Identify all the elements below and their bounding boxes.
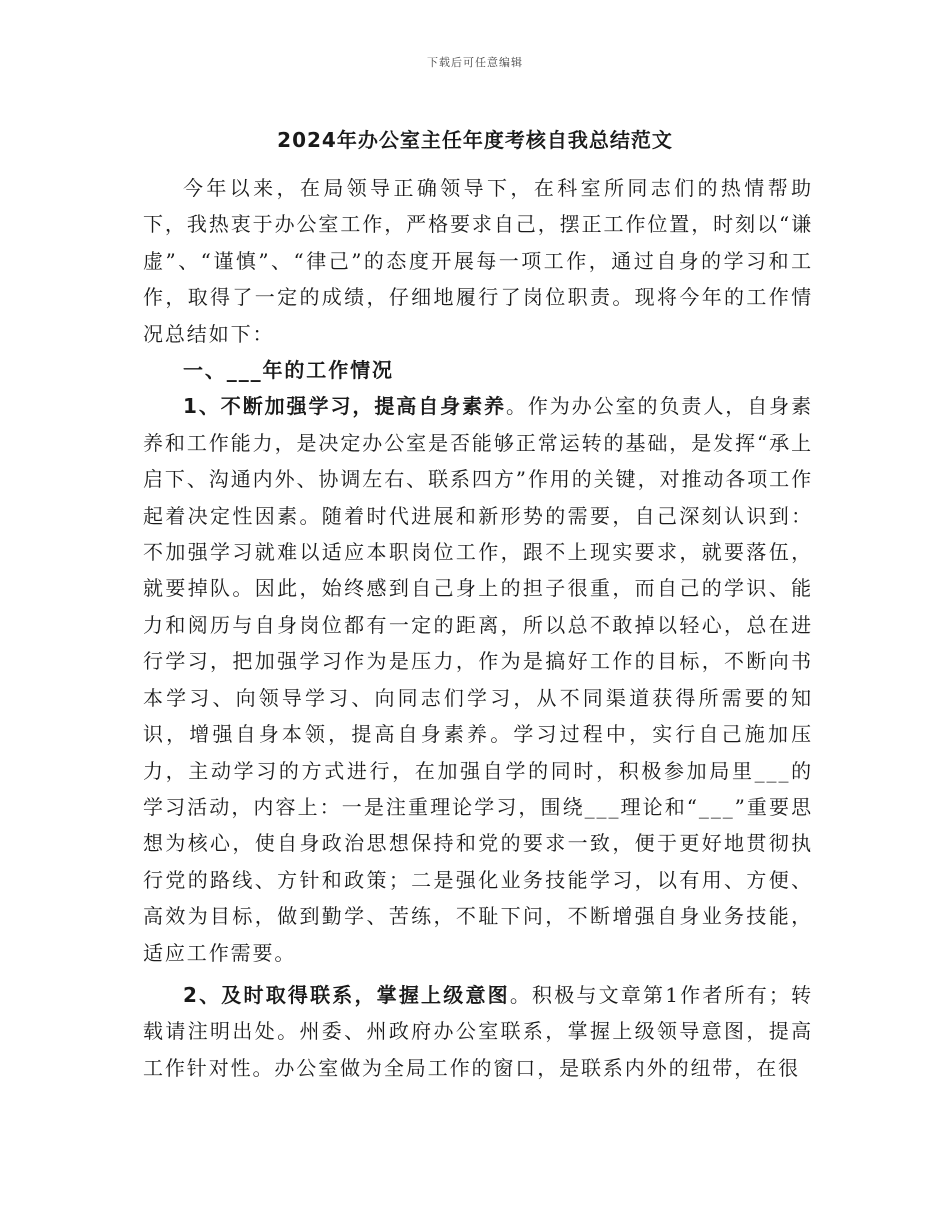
item-2-body: 。积极与文章第1作者所有；转载请注明出处。州委、州政府办公室联系，掌握上级领导意图，提高工作针对性。办公室做为全局工作的窗口，是联系内外的纽带，在很 [143,982,813,1080]
document-body [143,170,813,1086]
item-1-body: 。作为办公室的负责人，自身素养和工作能力，是决定办公室是否能够正常运转的基础，是发挥“承上启下、沟通内外、协调左右、联系四方”作用的关键，对推动各项工作起着决定性因素。随着时代进展和新形势的需要，自己深刻认识到：不加强学习就难以适应本职岗位工作，跟不上现实要求，就要落伍，就要掉队。因此，始终感到自己身上的担子很重，而自己的学识、能力和阅历与自身岗位都有一定的距离，所以总不敢掉以轻心，总在进行学习，把加强学习作为是压力，作为是搞好工作的目标，不断向书本学习、向领导学习、向同志们学习，从不同渠道获得所需要的知识，增强自身本领，提高自身素养。学习过程中，实行自己施加压力，主动学习的方式进行，在加强自学的同时，积极参加局里___的学习活动，内容上：一是注重理论学习，围绕___理论和“___”重要思想为核心，使自身政治思想保持和党的要求一致，便于更好地贯彻执行党的路线、方针和政策；二是强化业务技能学习，以有用、方便、高效为目标，做到勤学、苦练，不耻下问，不断增强自身业务技能，适应工作需要。 [143,394,813,965]
section-heading: 一、___年的工作情况 [183,358,394,383]
item-2-lead: 2、及时取得联系，掌握上级意图 [183,982,510,1007]
item-1-lead: 1、不断加强学习，提高自身素养 [183,394,506,419]
item-2-paragraph [143,977,813,1086]
item-1-paragraph [143,388,813,971]
header-note: 下载后可任意编辑 [427,56,523,69]
document-title: 2024年办公室主任年度考核自我总结范文 [277,128,673,152]
intro-paragraph: 今年以来，在局领导正确领导下，在科室所同志们的热情帮助下，我热衷于办公室工作，严格要求自己，摆正工作位置，时刻以“谦虚”、“谨慎”、“律己”的态度开展每一项工作，通过自身的学习和工作，取得了一定的成绩，仔细地履行了岗位职责。现将今年的工作情况总结如下： [143,176,813,346]
